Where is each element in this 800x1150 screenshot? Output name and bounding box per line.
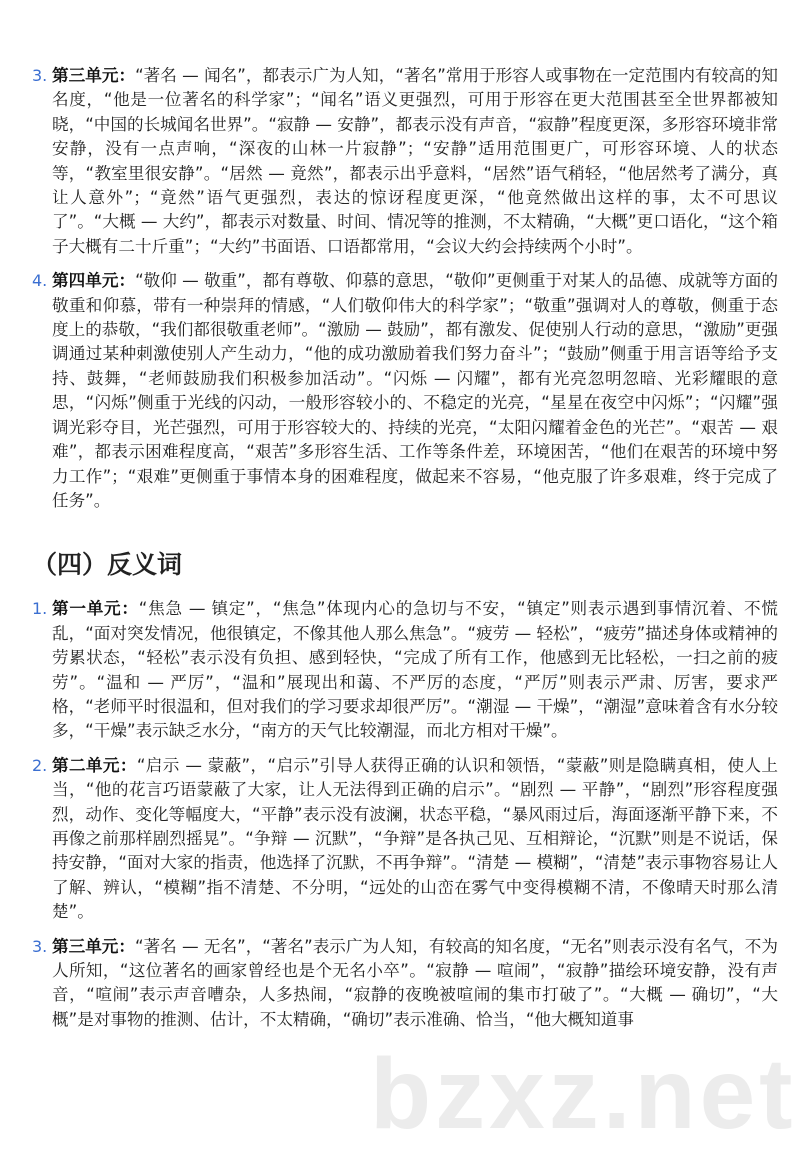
list-number: 2. xyxy=(32,755,48,775)
item-text: “著名 — 闻名”，都表示广为人知，“著名”常用于形容人或事物在一定范围内有较高的知名度，“他是一位著名的科学家”；“闻名”语义更强烈，可用于形容在更大范围甚至全世界都被知晓，“中国的长城闻名世界”。“寂静 — 安静”，都表示没有声音，“寂静”程度更深，多形容环境非常安静，没有一点声响，“深夜的山林一片寂静”；“安静”适用范围更广，可形容环境、人的状态等，“教室里很安静”。“居然 — 竟然”，都表示出乎意料，“居然”语气稍轻，“他居然考了满分，真让人意外”；“竟然”语气更强烈，表达的惊讶程度更深，“他竟然做出这样的事，太不可思议了”。“大概 — 大约”，都表示对数量、时间、情况等的推测，不太精确，“大概”更口语化，“这个箱子大概有二十斤重”；“大约”书面语、口语都常用，“会议大约会持续两个小时”。 xyxy=(52,66,779,256)
item-text: “敬仰 — 敬重”，都有尊敬、仰慕的意思，“敬仰”更侧重于对某人的品德、成就等方面的敬重和仰慕，带有一种崇拜的情感，“人们敬仰伟大的科学家”；“敬重”强调对人的尊敬，侧重于态度上的恭敬，“我们都很敬重老师”。“激励 — 鼓励”，都有激发、促使别人行动的意思，“激励”更强调通过某种刺激使别人产生动力，“他的成功激励着我们努力奋斗”；“鼓励”侧重于用言语等给予支持、鼓舞，“老师鼓励我们积极参加活动”。“闪烁 — 闪耀”，都有光亮忽明忽暗、光彩耀眼的意思，“闪烁”侧重于光线的闪动，一般形容较小的、不稳定的光亮，“星星在夜空中闪烁”；“闪耀”强调光彩夺目，光芒强烈，可用于形容较大的、持续的光亮，“太阳闪耀着金色的光芒”。“艰苦 — 艰难”，都表示困难程度高，“艰苦”多形容生活、工作等条件差，环境困苦，“他们在艰苦的环境中努力工作”；“艰难”更侧重于事情本身的困难程度，做起来不容易，“他克服了许多艰难，终于完成了任务”。 xyxy=(52,271,779,510)
item-text: “启示 — 蒙蔽”，“启示”引导人获得正确的认识和领悟，“蒙蔽”则是隐瞒真相，使人上当，“他的花言巧语蒙蔽了大家，让人无法得到正确的启示”。“剧烈 — 平静”，“剧烈”形容程度强烈，动作、变化等幅度大，“平静”表示没有波澜，状态平稳，“暴风雨过后，海面逐渐平静下来，不再像之前那样剧烈摇晃”。“争辩 — 沉默”，“争辩”是各执己见、互相辩论，“沉默”则是不说话，保持安静，“面对大家的指责，他选择了沉默，不再争辩”。“清楚 — 模糊”，“清楚”表示事物容易让人了解、辨认，“模糊”指不清楚、不分明，“远处的山峦在雾气中变得模糊不清，不像晴天时那么清楚”。 xyxy=(52,755,778,922)
unit-label: 第三单元： xyxy=(52,936,135,956)
list-item-synonym-unit-3 xyxy=(32,64,779,259)
list-item-antonym-unit-2 xyxy=(32,754,778,925)
section-heading-antonyms: （四）反义词 xyxy=(32,550,183,580)
unit-label: 第三单元： xyxy=(52,66,136,85)
list-item-synonym-unit-4 xyxy=(32,269,779,513)
list-item-antonym-unit-1 xyxy=(32,597,778,743)
unit-label: 第二单元： xyxy=(52,755,137,775)
list-number: 4. xyxy=(32,271,48,291)
unit-label: 第四单元： xyxy=(52,271,136,291)
item-text: “著名 — 无名”，“著名”表示广为人知，有较高的知名度，“无名”则表示没有名气，不为人所知，“这位著名的画家曾经也是个无名小卒”。“寂静 — 喧闹”，“寂静”描绘环境安静，没有声音，“喧闹”表示声音嘈杂，人多热闹，“寂静的夜晚被喧闹的集市打破了”。“大概 — 确切”，“大概”是对事物的推测、估计，不太精确，“确切”表示准确、恰当，“他大概知道事 xyxy=(52,936,778,1029)
watermark: bzxz.net xyxy=(370,1038,797,1150)
list-item-antonym-unit-3 xyxy=(32,935,778,1033)
list-number: 3. xyxy=(32,936,48,956)
list-number: 1. xyxy=(32,599,48,619)
item-text: “焦急 — 镇定”，“焦急”体现内心的急切与不安，“镇定”则表示遇到事情沉着、不慌乱，“面对突发情况，他很镇定，不像其他人那么焦急”。“疲劳 — 轻松”，“疲劳”描述身体或精神的劳累状态，“轻松”表示没有负担、感到轻快，“完成了所有工作，他感到无比轻松，一扫之前的疲劳”。“温和 — 严厉”，“温和”展现出和蔼、不严厉的态度，“严厉”则表示严肃、厉害，要求严格，“老师平时很温和，但对我们的学习要求却很严厉”。“潮湿 — 干燥”，“潮湿”意味着含有水分较多，“干燥”表示缺乏水分，“南方的天气比较潮湿，而北方相对干燥”。 xyxy=(52,599,778,741)
list-number: 3. xyxy=(32,66,48,85)
unit-label: 第一单元： xyxy=(52,599,139,619)
